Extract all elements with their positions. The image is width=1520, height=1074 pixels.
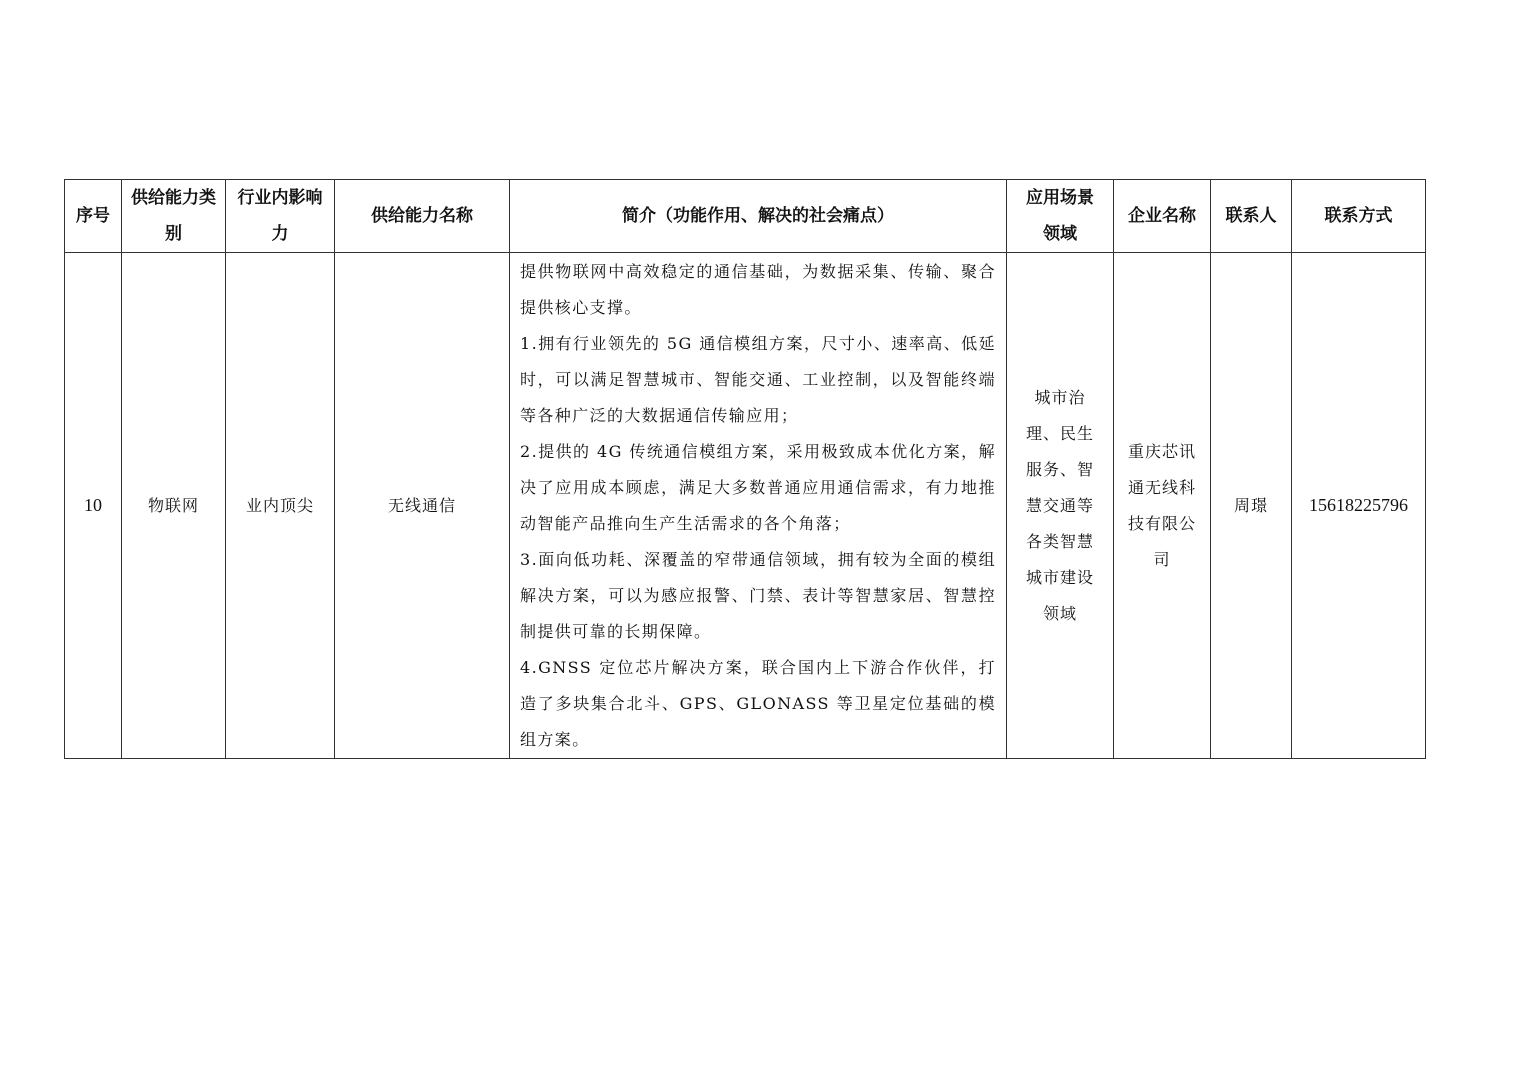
cell-phone: 15618225796 xyxy=(1292,253,1426,759)
cell-index: 10 xyxy=(65,253,122,759)
header-index: 序号 xyxy=(65,180,122,253)
header-capability-name: 供给能力名称 xyxy=(335,180,510,253)
description-body xyxy=(510,254,1006,758)
cell-capability-name: 无线通信 xyxy=(335,253,510,759)
header-row xyxy=(65,180,1426,253)
header-company: 企业名称 xyxy=(1114,180,1211,253)
description-point-3: 3.面向低功耗、深覆盖的窄带通信领域，拥有较为全面的模组解决方案，可以为感应报警、门禁、表计等智慧家居、智慧控制提供可靠的长期保障。 xyxy=(520,549,996,641)
description-point-4: 4.GNSS 定位芯片解决方案，联合国内上下游合作伙伴，打造了多块集合北斗、GPS、GLONASS 等卫星定位基础的模组方案。 xyxy=(520,657,996,749)
header-description: 简介（功能作用、解决的社会痛点） xyxy=(510,180,1007,253)
cell-influence: 业内顶尖 xyxy=(226,253,335,759)
description-point-2: 2.提供的 4G 传统通信模组方案，采用极致成本优化方案，解决了应用成本顾虑，满足大多数普通应用通信需求，有力地推动智能产品推向生产生活需求的各个角落； xyxy=(520,441,996,533)
header-category: 供给能力类别 xyxy=(122,180,226,253)
capability-table xyxy=(64,179,1426,759)
cell-company: 重庆芯讯通无线科技有限公司 xyxy=(1114,253,1211,759)
cell-contact: 周璟 xyxy=(1211,253,1292,759)
description-intro: 提供物联网中高效稳定的通信基础，为数据采集、传输、聚合提供核心支撑。 xyxy=(520,261,996,317)
header-application: 应用场景领域 xyxy=(1007,180,1114,253)
header-contact: 联系人 xyxy=(1211,180,1292,253)
header-influence: 行业内影响力 xyxy=(226,180,335,253)
cell-description xyxy=(510,253,1007,759)
cell-category: 物联网 xyxy=(122,253,226,759)
description-point-1: 1.拥有行业领先的 5G 通信模组方案，尺寸小、速率高、低延时，可以满足智慧城市、智能交通、工业控制，以及智能终端等各种广泛的大数据通信传输应用； xyxy=(520,333,996,425)
table-row xyxy=(65,253,1426,759)
header-phone: 联系方式 xyxy=(1292,180,1426,253)
cell-application: 城市治理、民生服务、智慧交通等各类智慧城市建设领域 xyxy=(1007,253,1114,759)
